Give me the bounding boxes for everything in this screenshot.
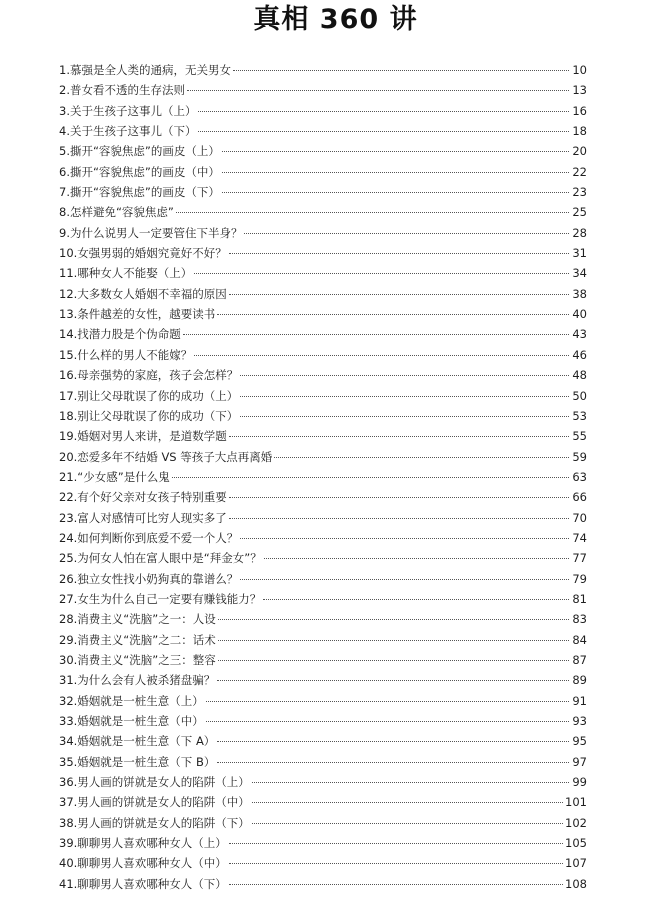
- dot-leader: [240, 396, 569, 397]
- toc-entry[interactable]: [59, 345, 587, 365]
- dot-leader: [206, 721, 569, 722]
- toc-entry-page-number: 48: [572, 368, 587, 383]
- toc-entry-title: 34.婚姻就是一桩生意（下 A）: [59, 734, 216, 749]
- dot-leader: [229, 436, 569, 437]
- toc-entry[interactable]: [59, 263, 587, 283]
- toc-entry[interactable]: [59, 589, 587, 609]
- toc-entry[interactable]: [59, 487, 587, 507]
- toc-entry-title: 36.男人画的饼就是女人的陷阱（上）: [59, 775, 250, 790]
- dot-leader: [183, 334, 569, 335]
- toc-entry-page-number: 102: [565, 815, 587, 830]
- page-title: 真相 360 讲: [253, 4, 418, 35]
- toc-entry-title: 3.关于生孩子这事儿（上）: [59, 103, 197, 118]
- toc-entry-page-number: 40: [572, 307, 587, 322]
- toc-entry[interactable]: [59, 650, 587, 670]
- toc-entry[interactable]: [59, 609, 587, 629]
- toc-entry-title: 5.撕开“容貌焦虑”的画皮（上）: [59, 144, 220, 159]
- toc-entry-page-number: 20: [572, 144, 587, 159]
- dot-leader: [222, 192, 569, 193]
- toc-entry[interactable]: [59, 243, 587, 263]
- dot-leader: [187, 90, 569, 91]
- toc-entry-title: 1.慕强是全人类的通病，无关男女: [59, 63, 231, 77]
- dot-leader: [198, 131, 569, 132]
- toc-entry[interactable]: [59, 80, 587, 100]
- toc-entry-title: 33.婚姻就是一桩生意（中）: [59, 714, 204, 728]
- toc-entry-page-number: 108: [565, 876, 587, 891]
- dot-leader: [218, 640, 569, 641]
- dot-leader: [233, 70, 569, 71]
- toc-entry[interactable]: [59, 162, 587, 182]
- toc-entry[interactable]: [59, 182, 587, 202]
- toc-entry[interactable]: [59, 406, 587, 426]
- toc-entry-title: 20.恋爱多年不结婚 VS 等孩子大点再离婚: [59, 449, 273, 464]
- toc-entry[interactable]: [59, 752, 587, 772]
- table-of-contents: [59, 60, 587, 894]
- toc-entry[interactable]: [59, 691, 587, 711]
- toc-entry-page-number: 87: [572, 652, 587, 667]
- toc-entry-title: 29.消费主义“洗脑”之二：话术: [59, 632, 216, 647]
- toc-entry-page-number: 34: [572, 266, 587, 281]
- toc-entry-title: 41.聊聊男人喜欢哪种女人（下）: [59, 876, 227, 891]
- dot-leader: [229, 518, 569, 519]
- toc-entry-title: 27.女生为什么自己一定要有赚钱能力？: [59, 591, 262, 606]
- toc-entry-page-number: 99: [572, 775, 587, 790]
- toc-entry-title: 32.婚姻就是一桩生意（上）: [59, 693, 204, 708]
- toc-entry-title: 15.什么样的男人不能嫁？: [59, 347, 193, 362]
- toc-entry[interactable]: [59, 467, 587, 487]
- dot-leader: [240, 375, 569, 376]
- toc-entry[interactable]: [59, 670, 587, 690]
- toc-entry-title: 2.普女看不透的生存法则: [59, 83, 185, 98]
- toc-entry[interactable]: [59, 569, 587, 589]
- toc-entry[interactable]: [59, 121, 587, 141]
- toc-entry-title: 21.“少女感”是什么鬼: [59, 469, 170, 484]
- toc-entry-page-number: 28: [572, 225, 587, 240]
- toc-entry-page-number: 38: [572, 286, 587, 301]
- toc-entry-title: 39.聊聊男人喜欢哪种女人（上）: [59, 836, 227, 851]
- toc-entry-page-number: 16: [572, 103, 587, 118]
- dot-leader: [194, 355, 569, 356]
- toc-entry-title: 7.撕开“容貌焦虑”的画皮（下）: [59, 185, 220, 200]
- toc-entry-page-number: 93: [572, 714, 587, 728]
- toc-entry-page-number: 31: [572, 246, 587, 261]
- toc-entry[interactable]: [59, 60, 587, 80]
- toc-entry[interactable]: [59, 223, 587, 243]
- dot-leader: [263, 599, 569, 600]
- toc-entry-page-number: 46: [572, 347, 587, 362]
- toc-entry[interactable]: [59, 447, 587, 467]
- toc-entry-page-number: 83: [572, 612, 587, 627]
- toc-entry-page-number: 81: [572, 591, 587, 606]
- toc-entry-title: 23.富人对感情可比穷人现实多了: [59, 510, 227, 525]
- dot-leader: [217, 741, 569, 742]
- toc-entry-page-number: 97: [572, 754, 587, 769]
- toc-entry-title: 26.独立女性找小奶狗真的靠谱么？: [59, 571, 239, 586]
- toc-entry-title: 11.哪种女人不能娶（上）: [59, 266, 193, 281]
- toc-entry[interactable]: [59, 386, 587, 406]
- dot-leader: [274, 457, 569, 458]
- toc-entry[interactable]: [59, 284, 587, 304]
- toc-entry-title: 40.聊聊男人喜欢哪种女人（中）: [59, 856, 227, 871]
- toc-entry-title: 12.大多数女人婚姻不幸福的原因: [59, 286, 227, 301]
- toc-entry[interactable]: [59, 630, 587, 650]
- toc-entry-page-number: 89: [572, 673, 587, 688]
- dot-leader: [252, 823, 563, 824]
- toc-entry-title: 37.男人画的饼就是女人的陷阱（中）: [59, 795, 250, 810]
- toc-entry-page-number: 95: [572, 734, 587, 749]
- dot-leader: [206, 701, 569, 702]
- dot-leader: [264, 558, 569, 559]
- dot-leader: [244, 233, 569, 234]
- toc-entry[interactable]: [59, 426, 587, 446]
- dot-leader: [176, 212, 569, 213]
- toc-entry-page-number: 66: [572, 490, 587, 505]
- toc-entry-title: 30.消费主义“洗脑”之三：整容: [59, 652, 216, 667]
- toc-entry-page-number: 53: [572, 408, 587, 423]
- toc-entry-title: 35.婚姻就是一桩生意（下 B）: [59, 754, 216, 769]
- toc-entry-title: 28.消费主义“洗脑”之一：人设: [59, 612, 216, 627]
- toc-entry-title: 25.为何女人怕在富人眼中是“拜金女”？: [59, 551, 262, 566]
- dot-leader: [252, 782, 569, 783]
- toc-entry-page-number: 55: [572, 429, 587, 444]
- toc-entry[interactable]: [59, 528, 587, 548]
- dot-leader: [217, 314, 569, 315]
- dot-leader: [229, 863, 563, 864]
- toc-entry-title: 19.婚姻对男人来讲，是道数学题: [59, 429, 227, 444]
- toc-entry-title: 10.女强男弱的婚姻究竟好不好？: [59, 246, 227, 261]
- toc-entry-page-number: 10: [572, 63, 587, 77]
- dot-leader: [240, 416, 569, 417]
- toc-entry-page-number: 25: [572, 205, 587, 220]
- toc-entry[interactable]: [59, 508, 587, 528]
- toc-entry-page-number: 22: [572, 164, 587, 179]
- toc-entry-title: 8.怎样避免“容貌焦虑”: [59, 205, 174, 220]
- toc-entry-page-number: 23: [572, 185, 587, 200]
- dot-leader: [217, 680, 569, 681]
- toc-entry-page-number: 77: [572, 551, 587, 566]
- dot-leader: [229, 253, 569, 254]
- dot-leader: [218, 619, 569, 620]
- toc-entry-title: 38.男人画的饼就是女人的陷阱（下）: [59, 815, 250, 830]
- toc-entry[interactable]: [59, 324, 587, 344]
- toc-entry[interactable]: [59, 813, 587, 833]
- dot-leader: [240, 579, 569, 580]
- dot-leader: [172, 477, 569, 478]
- dot-leader: [240, 538, 569, 539]
- dot-leader: [229, 497, 569, 498]
- toc-entry-page-number: 18: [572, 124, 587, 139]
- toc-entry-page-number: 50: [572, 388, 587, 403]
- toc-entry[interactable]: [59, 548, 587, 568]
- toc-entry-title: 22.有个好父亲对女孩子特别重要: [59, 490, 227, 505]
- dot-leader: [222, 151, 569, 152]
- toc-entry-page-number: 63: [572, 469, 587, 484]
- toc-entry[interactable]: [59, 101, 587, 121]
- toc-entry-title: 6.撕开“容貌焦虑”的画皮（中）: [59, 164, 220, 179]
- toc-entry[interactable]: [59, 833, 587, 853]
- toc-entry-title: 13.条件越差的女性，越要读书: [59, 307, 216, 322]
- dot-leader: [217, 762, 569, 763]
- dot-leader: [222, 172, 569, 173]
- toc-entry-title: 17.别让父母耽误了你的成功（上）: [59, 388, 239, 403]
- toc-entry-page-number: 43: [572, 327, 587, 342]
- toc-entry-page-number: 13: [572, 83, 587, 98]
- toc-entry-page-number: 107: [565, 856, 587, 871]
- toc-entry[interactable]: [59, 874, 587, 894]
- toc-entry-title: 24.如何判断你到底爱不爱一个人？: [59, 530, 239, 545]
- dot-leader: [229, 884, 563, 885]
- toc-entry-page-number: 105: [565, 836, 587, 851]
- dot-leader: [194, 273, 569, 274]
- toc-entry[interactable]: [59, 141, 587, 161]
- toc-entry-title: 31.为什么会有人被杀猪盘骗？: [59, 673, 216, 688]
- toc-entry[interactable]: [59, 711, 587, 731]
- toc-entry-title: 16.母亲强势的家庭，孩子会怎样？: [59, 368, 239, 383]
- toc-entry[interactable]: [59, 202, 587, 222]
- dot-leader: [218, 660, 569, 661]
- toc-entry-title: 9.为什么说男人一定要管住下半身？: [59, 225, 243, 240]
- toc-entry[interactable]: [59, 853, 587, 873]
- toc-entry-page-number: 74: [572, 530, 587, 545]
- toc-entry-page-number: 91: [572, 693, 587, 708]
- dot-leader: [229, 843, 563, 844]
- dot-leader: [252, 802, 563, 803]
- toc-entry-title: 18.别让父母耽误了你的成功（下）: [59, 408, 239, 423]
- toc-entry-page-number: 70: [572, 510, 587, 525]
- toc-entry-page-number: 79: [572, 571, 587, 586]
- toc-entry[interactable]: [59, 304, 587, 324]
- toc-entry-page-number: 59: [572, 449, 587, 464]
- dot-leader: [198, 111, 569, 112]
- toc-entry-title: 4.关于生孩子这事儿（下）: [59, 124, 197, 139]
- toc-entry-page-number: 101: [565, 795, 587, 810]
- dot-leader: [229, 294, 569, 295]
- toc-entry[interactable]: [59, 365, 587, 385]
- toc-entry[interactable]: [59, 792, 587, 812]
- toc-entry[interactable]: [59, 731, 587, 751]
- toc-entry-title: 14.找潜力股是个伪命题: [59, 327, 181, 342]
- toc-entry-page-number: 84: [572, 632, 587, 647]
- toc-entry[interactable]: [59, 772, 587, 792]
